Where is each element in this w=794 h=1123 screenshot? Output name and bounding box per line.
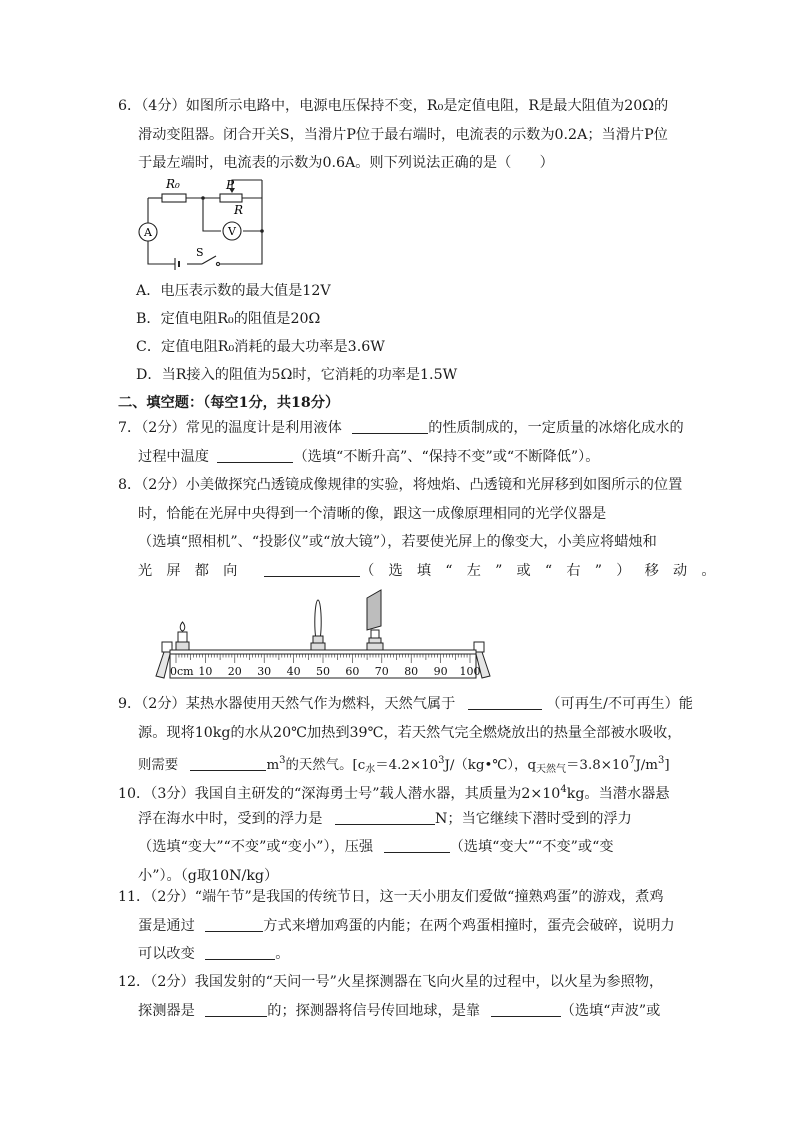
q8-line-1: 8．（2分）小美做探究凸透镜成像规律的实验，将烛焰、凸透镜和光屏移到如图所示的位置	[118, 477, 683, 493]
q12-blank-1[interactable]	[205, 998, 267, 1017]
label-r: R	[234, 203, 244, 217]
q8-line-3: （选填“照相机”、“投影仪”或“放大镜”），若要使光屏上的像变大，小美应将蜡烛和	[138, 534, 657, 550]
label-ammeter: A	[144, 226, 152, 239]
q10-blank-1[interactable]	[335, 806, 435, 825]
q8-blank-2[interactable]	[264, 558, 360, 577]
q11-line-1: 11．（2分）“端午节”是我国的传统节日，这一天小朋友们爱做“撞熟鸡蛋”的游戏，煮鸡	[118, 889, 664, 905]
q9-line3-start: 则需要	[138, 758, 179, 773]
ruler-label: 30	[257, 665, 272, 678]
q9-sup-c: 3	[657, 755, 665, 766]
q9-line1-end: （可再生/不可再生）能	[546, 696, 693, 712]
q9-sup-3: 3	[279, 755, 286, 766]
ruler-label: 100	[459, 665, 481, 678]
question-7	[118, 414, 684, 471]
q9-sub-water: 水	[365, 764, 376, 775]
q12-line2-start: 探测器是	[138, 1002, 195, 1019]
q10-blank-3[interactable]	[384, 834, 450, 853]
section-2-title: 二、填空题：（每空1分，共18分）	[118, 395, 340, 411]
question-8	[118, 471, 730, 585]
q9-text-g: J/m	[635, 758, 658, 773]
ruler-label: 90	[433, 665, 448, 678]
q8-line-2: 时，恰能在光屏中央得到一个清晰的像，跟这一成像原理相同的光学仪器是	[138, 505, 607, 522]
q9-sup-b: 7	[628, 755, 636, 766]
q9-blank-2[interactable]	[190, 752, 266, 771]
q9-text-e: J/（kg•℃），q	[444, 758, 537, 773]
q11-line3-end: 。	[275, 946, 290, 962]
q11-line2-end: 方式来增加鸡蛋的内能；在两个鸡蛋相撞时，蛋壳会破碎，说明力	[263, 917, 675, 934]
q9-line1-start: 9．（2分）某热水器使用天然气作为燃料，天然气属于	[118, 696, 456, 712]
ruler-label: 0cm	[170, 665, 194, 678]
q7-line1-end: 的性质制成的，一定质量的冰熔化成水的	[428, 420, 684, 436]
ruler-label: 60	[345, 665, 360, 678]
q12-blank-2[interactable]	[491, 998, 561, 1017]
ruler-label: 50	[316, 665, 330, 678]
q6-option-b: B．定值电阻R₀的阻值是20Ω	[136, 311, 321, 327]
ruler-label: 40	[286, 665, 301, 678]
q10-line-4: 小”）。（g取10N/kg）	[138, 867, 279, 884]
q7-line2-end: （选填“不断升高”、“保持不变”或“不断降低”）。	[293, 448, 600, 465]
q11-line2-start: 蛋是通过	[138, 917, 195, 934]
label-r0: R₀	[166, 177, 180, 191]
ruler-label: 20	[227, 665, 242, 678]
q9-sup-a: 3	[438, 755, 445, 766]
q10-line3-start: （选填“变大”“不变”或“变小”），压强	[138, 839, 374, 855]
ruler-label: 10	[198, 665, 213, 678]
q6-line-3: 于最左端时，电流表的示数为0.6A。则下列说法正确的是（ ）	[138, 155, 554, 171]
q9-line-2: 源。现将10kg的水从20℃加热到39℃，若天然气完全燃烧放出的热量全部被水吸收，	[138, 724, 682, 741]
q6-line-2: 滑动变阻器。闭合开关S，当滑片P位于最右端时，电流表的示数为0.2A；当滑片P位	[138, 126, 668, 143]
q10-line3-end: （选填“变大”“不变”或“变	[449, 839, 614, 855]
label-p: P	[226, 178, 235, 192]
q7-line2-start: 过程中温度	[138, 448, 209, 465]
q11-line3-start: 可以改变	[138, 946, 195, 962]
circuit-diagram	[130, 176, 270, 272]
q10-sup-4: 4	[560, 784, 567, 795]
ruler-label: 80	[404, 665, 419, 678]
question-10	[118, 776, 678, 890]
q10-line1-end: kg。当潜水器悬	[566, 786, 670, 802]
q9-text-c: 的天然气。[c	[285, 758, 366, 773]
q12-line2-mid: 的；探测器将信号传回地球，是靠	[267, 1002, 481, 1019]
q9-text-f: ＝3.8×10	[566, 758, 629, 773]
question-6	[118, 92, 678, 178]
question-9	[118, 690, 693, 776]
screen-icon	[367, 590, 383, 650]
candle-icon	[176, 622, 189, 650]
label-switch: S	[196, 246, 204, 259]
q9-text-d: ＝4.2×10	[375, 758, 439, 773]
q6-option-c: C．定值电阻R₀消耗的最大功率是3.6W	[136, 339, 385, 355]
label-voltmeter: V	[228, 225, 236, 238]
q10-line1-start: 10．（3分）我国自主研发的“深海勇士号”载人潜水器，其质量为2×10	[118, 786, 561, 802]
q8-line4-start: 光屏都向	[138, 562, 252, 579]
q9-text-h: ]	[664, 758, 670, 773]
q6-option-d: D．当R接入的阻值为5Ω时，它消耗的功率是1.5W	[136, 367, 458, 383]
q7-blank-1[interactable]	[352, 415, 428, 434]
q11-blank-1[interactable]	[205, 913, 263, 932]
question-11	[118, 883, 678, 969]
q12-line-1: 12．（2分）我国发射的“天问一号”火星探测器在飞向火星的过程中，以火星为参照物，	[118, 974, 664, 990]
q9-blank-1[interactable]	[468, 691, 542, 710]
q10-line2-start: 浮在海水中时，受到的浮力是	[138, 810, 323, 827]
q12-line2-end: （选填“声波”或	[560, 1002, 661, 1019]
q7-blank-2[interactable]	[217, 444, 293, 463]
q9-unit-m: m	[266, 758, 280, 773]
q7-line1-start: 7．（2分）常见的温度计是利用液体	[118, 420, 342, 436]
q8-line4-end: （选填“左”或“右”）移动。	[360, 562, 730, 579]
q10-line2-end: N；当它继续下潜时受到的浮力	[434, 810, 632, 827]
q11-blank-2[interactable]	[205, 941, 275, 960]
question-12	[118, 968, 678, 1025]
q6-line-1: 6．（4分）如图所示电路中，电源电压保持不变，R₀是定值电阻，R是最大阻值为20Ω的	[118, 98, 669, 114]
lens-icon	[311, 600, 325, 650]
ruler-label: 70	[374, 665, 389, 678]
optical-bench-diagram	[148, 588, 498, 684]
q9-sub-gas: 天然气	[536, 764, 567, 775]
q6-option-a: A．电压表示数的最大值是12V	[136, 283, 331, 299]
